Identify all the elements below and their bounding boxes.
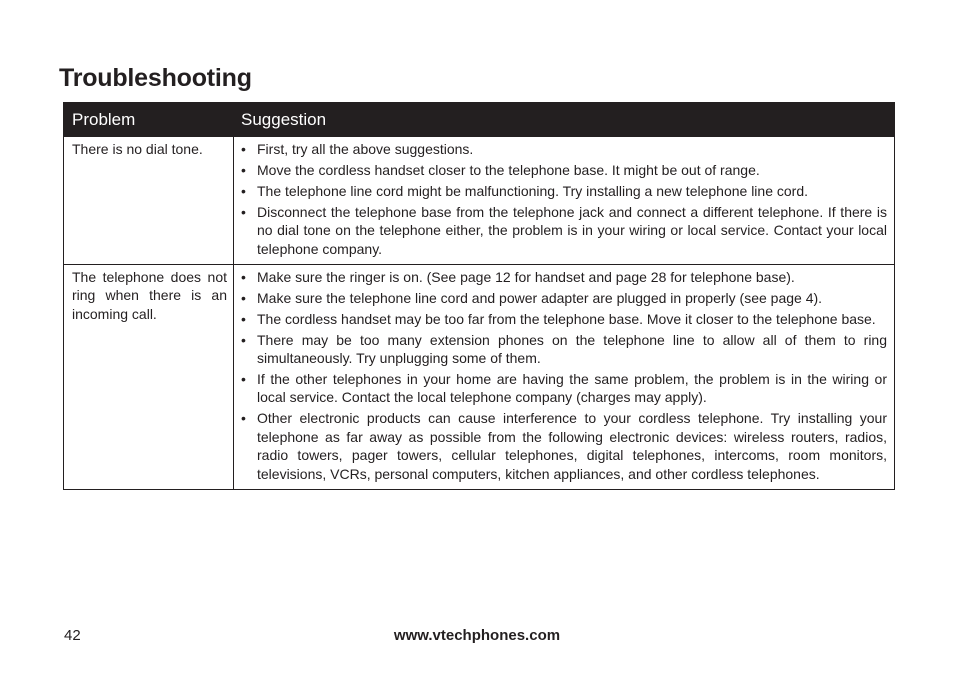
bullet-icon: • bbox=[241, 410, 246, 427]
suggestion-item bbox=[241, 140, 887, 158]
suggestion-item bbox=[241, 268, 887, 286]
suggestion-text: Move the cordless handset closer to the telephone base. It might be out of range. bbox=[257, 161, 760, 178]
problem-cell: There is no dial tone. bbox=[64, 137, 234, 265]
problem-cell: The telephone does not ring when there is an incoming call. bbox=[64, 264, 234, 489]
table-row bbox=[64, 137, 895, 265]
suggestion-text: The cordless handset may be too far from the telephone base. Move it closer to the telephone base. bbox=[257, 310, 876, 327]
troubleshooting-table bbox=[63, 102, 895, 490]
suggestion-text: Disconnect the telephone base from the telephone jack and connect a different telephone. If there is no dial tone on the telephone either, the problem is in your wiring or local service. Contact your local telephone company. bbox=[257, 203, 887, 257]
suggestion-item bbox=[241, 370, 887, 407]
column-header-problem: Problem bbox=[64, 103, 234, 137]
bullet-icon: • bbox=[241, 268, 246, 285]
bullet-icon: • bbox=[241, 182, 246, 199]
suggestion-text: First, try all the above suggestions. bbox=[257, 141, 474, 157]
suggestion-item bbox=[241, 203, 887, 258]
suggestion-text: Other electronic products can cause interference to your cordless telephone. Try installing your telephone as far away as possible from the following electronic devices: wireless routers, radios, radio towers, pager towers, cellular telephones, digital telephones, intercoms, room monitors, televisions, VCRs, personal computers, kitchen appliances, and other cordless telephones. bbox=[257, 410, 887, 482]
table-header-row bbox=[64, 103, 895, 137]
bullet-icon: • bbox=[241, 141, 246, 157]
suggestion-text: There may be too many extension phones on the telephone line to allow all of them to ring simultaneously. Try unplugging some of them. bbox=[257, 331, 887, 367]
bullet-icon: • bbox=[241, 370, 246, 387]
suggestion-item bbox=[241, 161, 887, 179]
table-row bbox=[64, 264, 895, 489]
bullet-icon: • bbox=[241, 331, 246, 348]
page-title: Troubleshooting bbox=[59, 64, 252, 92]
suggestion-cell bbox=[234, 137, 895, 265]
suggestion-text: Make sure the telephone line cord and power adapter are plugged in properly (see page 4). bbox=[257, 289, 823, 306]
column-header-suggestion: Suggestion bbox=[234, 103, 895, 137]
bullet-icon: • bbox=[241, 161, 246, 178]
page-number: 42 bbox=[64, 627, 81, 644]
suggestion-item bbox=[241, 310, 887, 328]
bullet-icon: • bbox=[241, 310, 246, 327]
suggestion-item bbox=[241, 331, 887, 368]
suggestion-item bbox=[241, 182, 887, 200]
suggestion-item bbox=[241, 409, 887, 483]
bullet-icon: • bbox=[241, 289, 246, 306]
footer-url: www.vtechphones.com bbox=[393, 627, 561, 644]
suggestion-text: The telephone line cord might be malfunctioning. Try installing a new telephone line cord. bbox=[257, 182, 808, 199]
suggestion-list bbox=[241, 140, 887, 258]
suggestion-cell bbox=[234, 264, 895, 489]
suggestion-item bbox=[241, 289, 887, 307]
suggestion-text: If the other telephones in your home are having the same problem, the problem is in the wiring or local service. Contact the local telephone company (charges may apply). bbox=[257, 370, 887, 406]
suggestion-list bbox=[241, 268, 887, 483]
suggestion-text: Make sure the ringer is on. (See page 12 for handset and page 28 for telephone base). bbox=[257, 268, 795, 285]
bullet-icon: • bbox=[241, 203, 246, 220]
